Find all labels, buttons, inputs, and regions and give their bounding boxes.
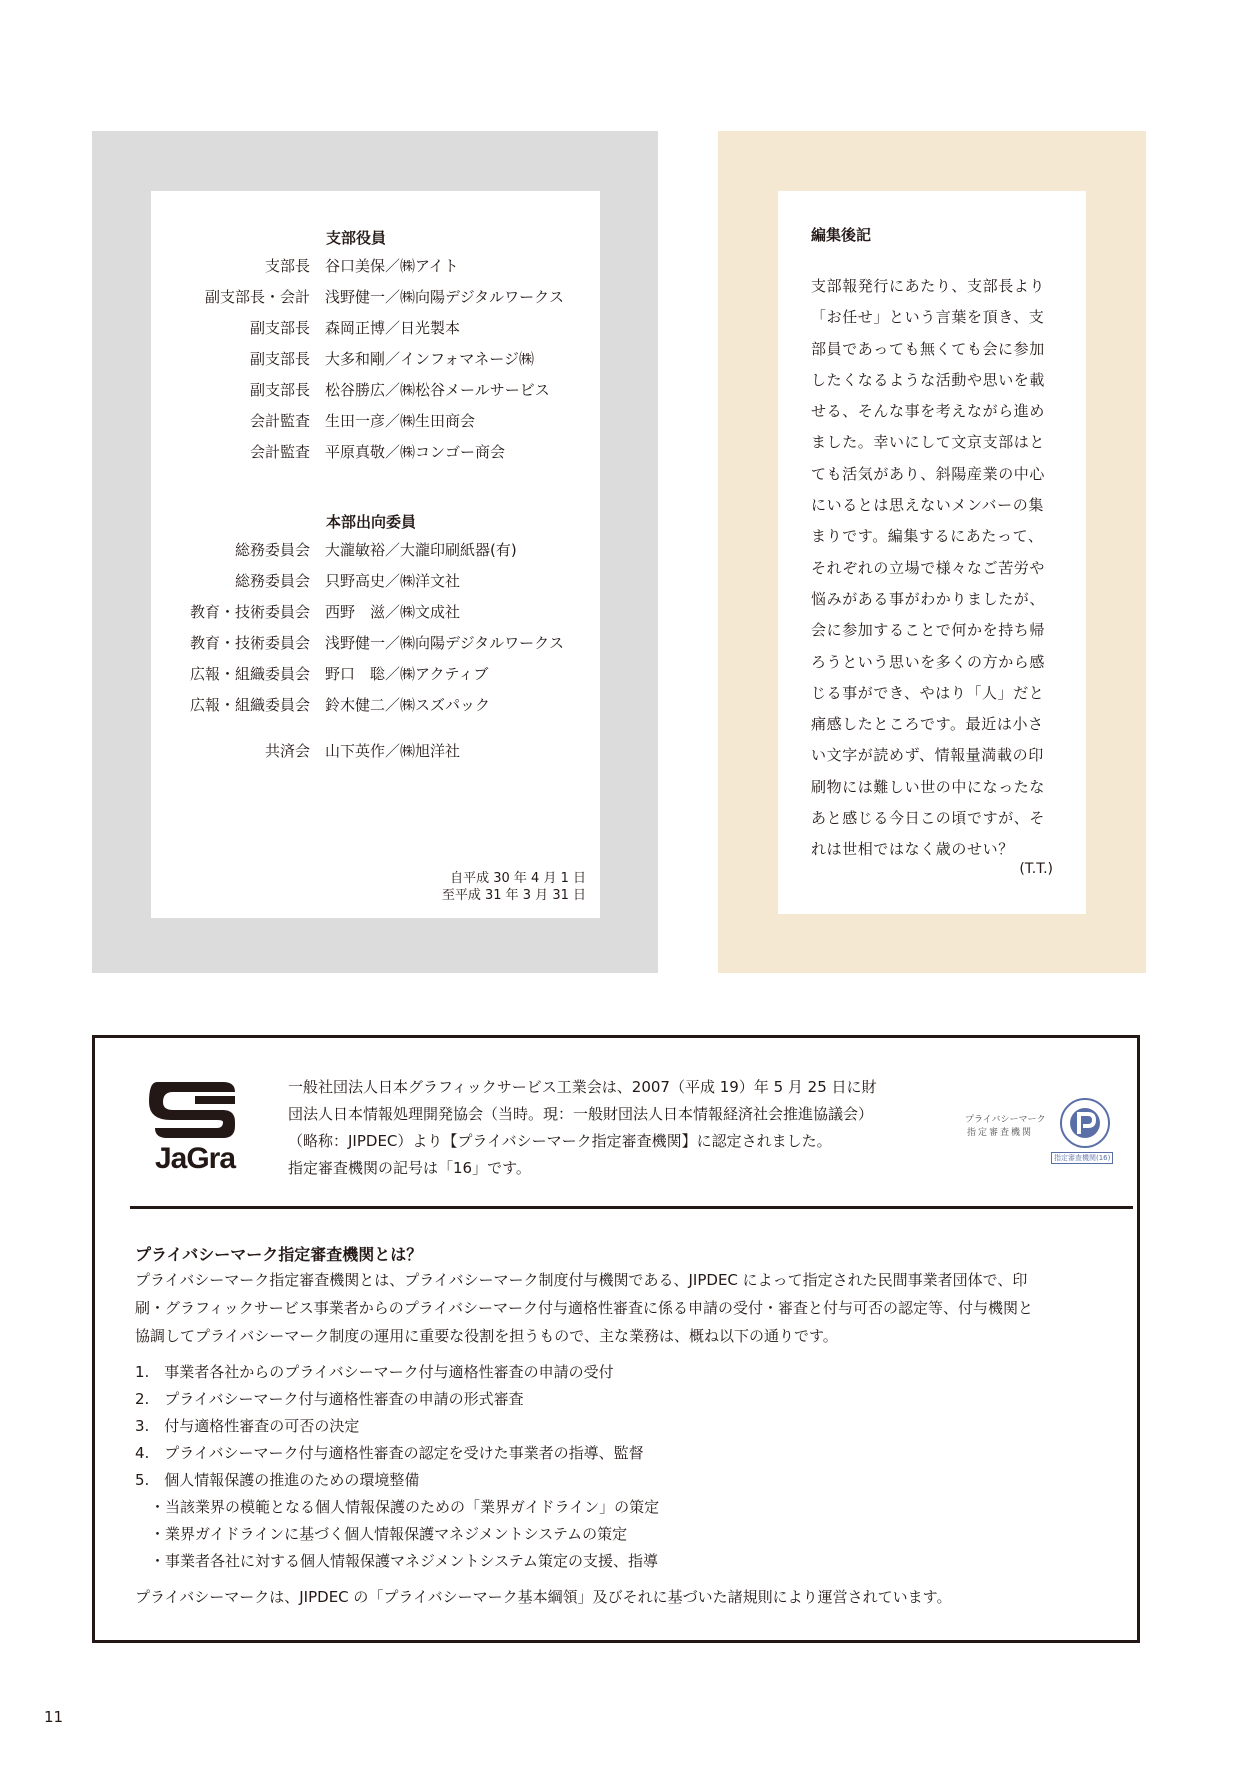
- afterword-line: 痛感したところです。最近は小さ: [811, 715, 1044, 734]
- officers-title: 支部役員: [326, 229, 387, 247]
- intro-line: 団法人日本情報処理開発協会（当時。現：一般財団法人日本情報経済社会推進協議会）: [288, 1105, 874, 1123]
- delegate-role: 広報・組織委員会: [189, 665, 310, 683]
- delegate-name: 大瀧敏裕／大瀧印刷紙器(有): [325, 541, 517, 559]
- section-divider: [130, 1206, 1133, 1209]
- officer-name: 生田一彦／㈱生田商会: [325, 412, 476, 430]
- duty-item: 5. 個人情報保護の推進のための環境整備: [135, 1471, 420, 1489]
- mutual-aid-row: [151, 739, 600, 763]
- officer-name: 谷口美保／㈱アイト: [325, 257, 459, 275]
- afterword-signature: (T.T.): [1019, 861, 1053, 877]
- afterword-title: 編集後記: [811, 226, 872, 244]
- jagra-g-icon: [135, 1074, 255, 1144]
- delegate-row: [151, 538, 600, 562]
- about-body: [135, 1266, 1135, 1350]
- afterword-card: [778, 191, 1086, 914]
- privacy-intro: [288, 1074, 988, 1182]
- delegate-name: 只野高史／㈱洋文社: [325, 572, 461, 590]
- officer-role: 副支部長: [249, 350, 310, 368]
- officer-name: 松谷勝広／㈱松谷メールサービス: [325, 381, 550, 399]
- duty-item: 2. プライバシーマーク付与適格性審査の申請の形式審査: [135, 1390, 524, 1408]
- officer-role: 支部長: [264, 257, 310, 275]
- officer-row: [151, 285, 600, 309]
- delegate-role: 教育・技術委員会: [189, 634, 310, 652]
- duty-subitem: ・事業者各社に対する個人情報保護マネジメントシステム策定の支援、指導: [135, 1552, 659, 1570]
- afterword-line: ろうという思いを多くの方から感: [811, 652, 1046, 671]
- duty-item: 1. 事業者各社からのプライバシーマーク付与適格性審査の申請の受付: [135, 1363, 614, 1381]
- officer-name: 平原真敬／㈱コンゴー商会: [325, 443, 506, 461]
- mutual-aid-role: 共済会: [264, 742, 310, 760]
- mark-label-2: 指定審査機関: [967, 1128, 1034, 1138]
- intro-line: 指定審査機関の記号は「16」です。: [288, 1159, 531, 1177]
- officer-row: [151, 254, 600, 278]
- afterword-line: せる、そんな事を考えながら進め: [811, 402, 1046, 421]
- delegate-row: [151, 693, 600, 717]
- about-line: プライバシーマーク指定審査機関とは、プライバシーマーク制度付与機関である、JIPDEC によって指定された民間事業者団体で、印: [135, 1271, 1028, 1289]
- duty-item: 4. プライバシーマーク付与適格性審査の認定を受けた事業者の指導、監督: [135, 1444, 644, 1462]
- afterword-line: 悩みがある事がわかりましたが、: [811, 589, 1046, 608]
- about-line: 刷・グラフィックサービス事業者からのプライバシーマーク付与適格性審査に係る申請の受付・審査と付与可否の認定等、付与機関と: [135, 1299, 1034, 1317]
- about-line: 協調してプライバシーマーク制度の運用に重要な役割を担うもので、主な業務は、概ね以下の通りです。: [135, 1327, 838, 1345]
- mark-label-1: プライバシーマーク: [965, 1115, 1046, 1125]
- delegate-name: 鈴木健二／㈱スズパック: [325, 696, 491, 714]
- officer-role: 副支部長・会計: [204, 288, 310, 306]
- delegate-role: 総務委員会: [234, 572, 310, 590]
- privacy-mark-logo: [965, 1092, 1115, 1182]
- officer-row: [151, 316, 600, 340]
- officer-row: [151, 440, 600, 464]
- afterword-line: 部員であっても無くても会に参加: [811, 339, 1045, 358]
- officers-card: [151, 191, 600, 918]
- officer-name: 森岡正博／日光製本: [325, 319, 461, 337]
- officer-row: [151, 409, 600, 433]
- afterword-line: れは世相ではなく歳のせい？: [811, 840, 1014, 859]
- term-to: 至平成 31 年 3 月 31 日: [441, 888, 586, 903]
- delegate-name: 浅野健一／㈱向陽デジタルワークス: [325, 634, 564, 652]
- delegate-role: 広報・組織委員会: [189, 696, 310, 714]
- afterword-line: ました。幸いにして文京支部はと: [811, 433, 1046, 452]
- officer-row: [151, 347, 600, 371]
- afterword-panel: [718, 131, 1146, 973]
- afterword-line: 刷物には難しい世の中になったな: [811, 777, 1046, 796]
- mark-badge-caption: 指定審査機関(16): [1051, 1152, 1113, 1164]
- afterword-line: あと感じる今日この頃ですが、そ: [811, 809, 1046, 828]
- delegate-row: [151, 600, 600, 624]
- delegate-name: 西野 滋／㈱文成社: [325, 603, 461, 621]
- officer-role: 副支部長: [249, 381, 310, 399]
- officer-name: 大多和剛／インフォマネージ㈱: [325, 350, 534, 368]
- afterword-line: 支部報発行にあたり、支部長より: [811, 277, 1046, 295]
- privacy-mark-icon: [1057, 1096, 1113, 1150]
- officers-panel: [92, 131, 658, 973]
- afterword-line: い文字が読めず、情報量満載の印: [811, 746, 1044, 765]
- page-number: 11: [44, 1708, 64, 1726]
- jagra-logo-text: JaGra: [154, 1142, 236, 1175]
- delegate-row: [151, 569, 600, 593]
- duty-subitem: ・当該業界の模範となる個人情報保護のための「業界ガイドライン」の策定: [135, 1498, 660, 1516]
- delegates-title: 本部出向委員: [326, 513, 417, 531]
- duty-item: 3. 付与適格性審査の可否の決定: [135, 1417, 360, 1435]
- afterword-body: [811, 271, 1061, 866]
- afterword-line: 「お任せ」という言葉を頂き、支: [811, 308, 1045, 327]
- about-title: プライバシーマーク指定審査機関とは？: [135, 1245, 423, 1264]
- privacy-mark-box: [92, 1035, 1140, 1643]
- officer-row: [151, 378, 600, 402]
- term-from: 自平成 30 年 4 月 1 日: [450, 871, 586, 886]
- delegate-role: 教育・技術委員会: [189, 603, 310, 621]
- intro-line: 一般社団法人日本グラフィックサービス工業会は、2007（平成 19）年 5 月 25 日に財: [288, 1078, 877, 1096]
- duty-subitem: ・業界ガイドラインに基づく個人情報保護マネジメントシステムの策定: [135, 1525, 628, 1543]
- privacy-footer-note: プライバシーマークは、JIPDEC の「プライバシーマーク基本綱領」及びそれに基づいた諸規則により運営されています。: [135, 1588, 952, 1606]
- delegate-row: [151, 631, 600, 655]
- afterword-line: にいるとは思えないメンバーの集: [811, 496, 1044, 515]
- duties-list: [135, 1359, 1135, 1575]
- afterword-line: したくなるような活動や思いを載: [811, 370, 1046, 389]
- delegate-role: 総務委員会: [234, 541, 310, 559]
- officer-role: 副支部長: [249, 319, 310, 337]
- afterword-line: それぞれの立場で様々なご苦労や: [811, 558, 1046, 577]
- officer-name: 浅野健一／㈱向陽デジタルワークス: [325, 288, 564, 306]
- officer-role: 会計監査: [249, 443, 310, 461]
- mutual-aid-name: 山下英作／㈱旭洋社: [325, 742, 461, 760]
- jagra-logo: [135, 1074, 255, 1174]
- afterword-line: まりです。編集するにあたって、: [811, 527, 1044, 546]
- officer-role: 会計監査: [249, 412, 310, 430]
- delegate-name: 野口 聡／㈱アクティブ: [325, 665, 489, 683]
- afterword-line: 会に参加することで何かを持ち帰: [811, 621, 1046, 640]
- afterword-line: じる事ができ、やはり「人」だと: [811, 683, 1045, 702]
- intro-line: （略称：JIPDEC）より【プライバシーマーク指定審査機関】に認定されました。: [288, 1132, 832, 1150]
- afterword-line: ても活気があり、斜陽産業の中心: [811, 464, 1046, 483]
- delegate-row: [151, 662, 600, 686]
